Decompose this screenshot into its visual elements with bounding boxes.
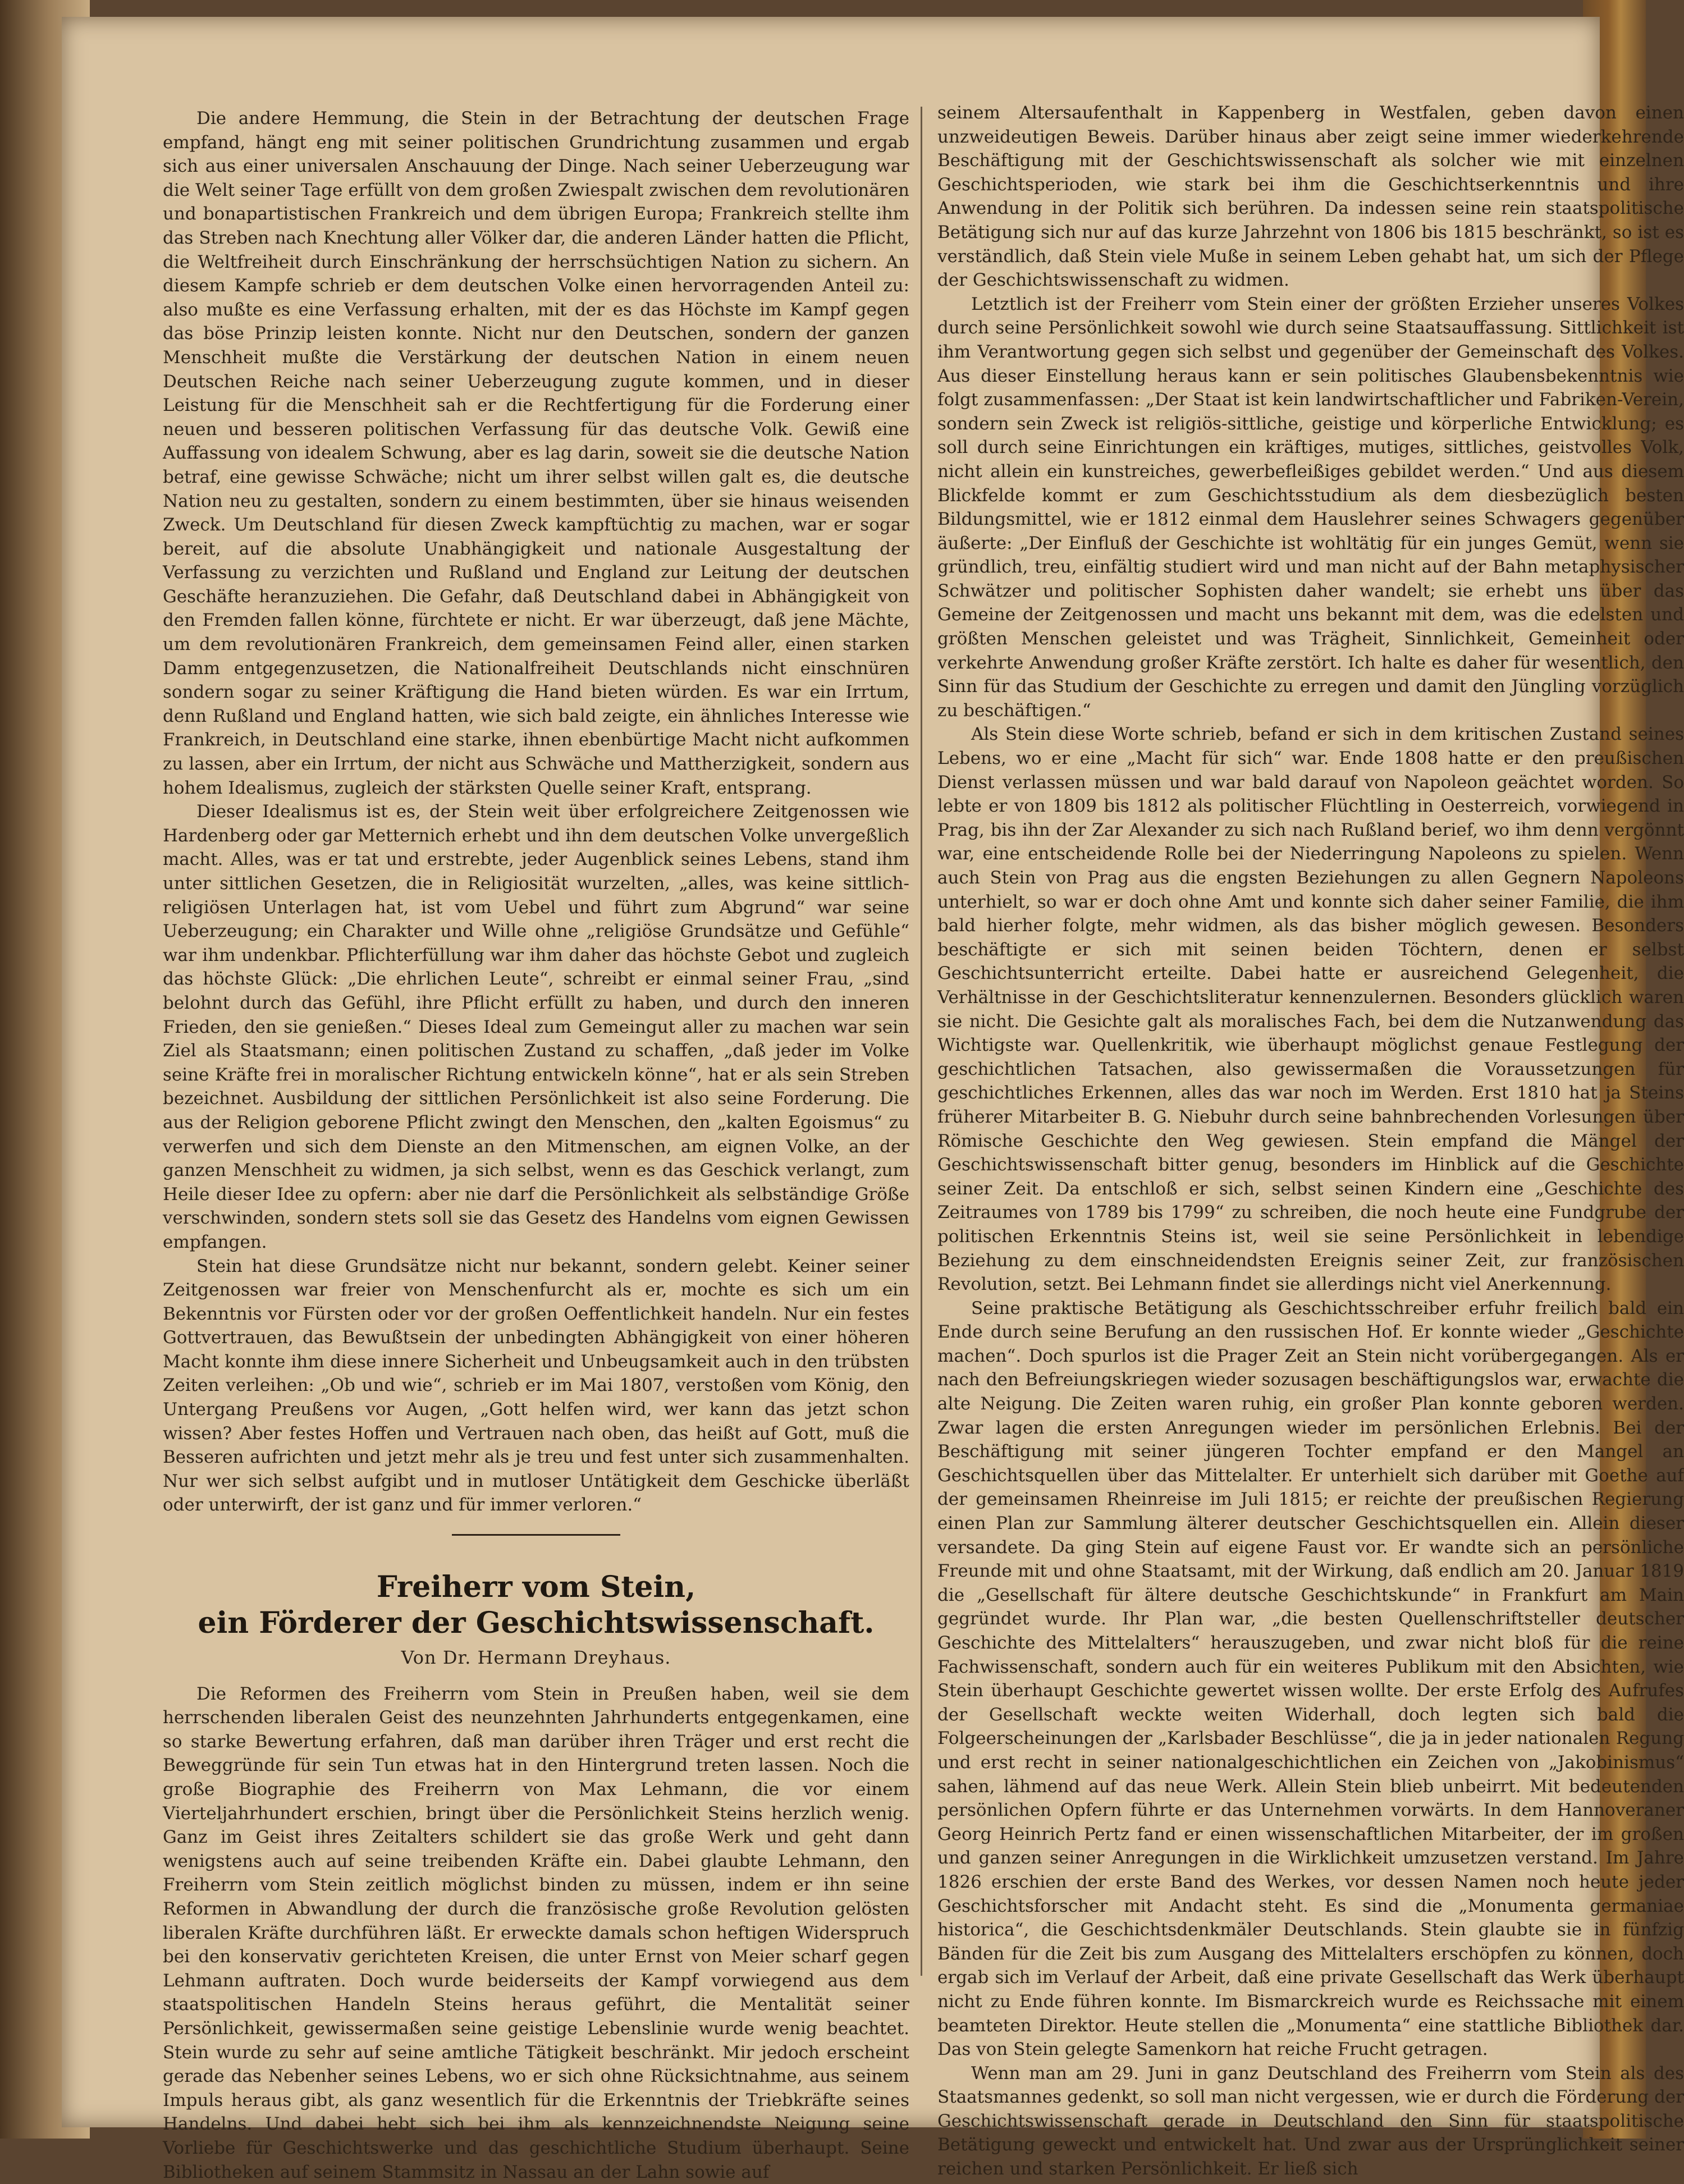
- paragraph: seinem Altersaufenthalt in Kappenberg in Westfalen, geben davon einen unzweideutigen Beweis. Darüber hinaus aber zeigt seine immer wiederkehrende Beschäftigung mit der Geschichtswissenschaft als solcher wie mit einzelnen Geschichtsperioden, wie stark bei ihm die Geschichtserkenntnis und ihre Anwendung in der Politik sich berühren. Da indessen seine rein staatspolitische Betätigung sich nur auf das kurze Jahrzehnt von 1806 bis 1815 beschränkt, so ist es verständlich, daß Stein viele Muße in seinem Leben gehabt hat, um sich der Pflege der Geschichtswissenschaft zu widmen.: [937, 103, 1684, 291]
- paragraph: Wenn man am 29. Juni in ganz Deutschland des Freiherrn vom Stein als des Staatsmannes gedenkt, so soll man nicht vergessen, wie er durch die Förderung der Geschichtswissenschaft gerade in Deutschland den Sinn für staatspolitische Betätigung geweckt und entwickelt hat. Und zwar aus der Ursprünglichkeit seiner reichen und starken Persönlichkeit. Er ließ sich: [937, 2063, 1684, 2180]
- article-title-line-1: Freiherr vom Stein,: [376, 1570, 696, 1605]
- paragraph: Die Reformen des Freiherrn vom Stein in Preußen haben, weil sie dem herrschenden liberalen Geist des neunzehnten Jahrhunderts entgegenkamen, eine so starke Bewertung erfahren, daß man darüber ihren Träger und erst recht die Beweggründe für sein Tun etwas hat in den Hintergrund treten lassen. Noch die große Biographie des Freiherrn von Max Lehmann, die vor einem Vierteljahrhundert erschien, bringt über die Persönlichkeit Steins herzlich wenig. Ganz im Geist ihres Zeitalters schildert sie das große Werk und geht dann wenigstens auch auf seine treibenden Kräfte ein. Dabei glaubte Lehmann, den Freiherrn vom Stein zeitlich möglichst binden zu müssen, indem er ihn seine Reformen in Abwandlung der durch die französische große Revolution gelösten liberalen Kräfte durchführen läßt. Er erweckte damals schon heftigen Widerspruch bei den konservativ gerichteten Kreisen, die unter Ernst von Meier scharf gegen Lehmann auftraten. Doch wurde beiderseits der Kampf vorwiegend aus dem staatspolitischen Handeln Steins heraus geführt, die Mentalität seiner Persönlichkeit, gewissermaßen seine geistige Lebenslinie wurde wenig beachtet. Stein wurde zu sehr auf seine amtliche Tätigkeit beschränkt. Mir jedoch erscheint gerade das Nebenher seines Lebens, wo er sich ohne Rücksichtnahme, aus seinem Impuls heraus gibt, als ganz wesentlich für die Erkenntnis der Triebkräfte seines Handelns. Und dabei hebt sich bei ihm als kennzeichnendste Neigung seine Vorliebe für Geschichtswerke und das geschichtliche Studium überhaupt. Seine Bibliotheken auf seinem Stammsitz in Nassau an der Lahn sowie auf: [163, 1683, 909, 2182]
- column-rule: [921, 107, 922, 1976]
- paragraph: Die andere Hemmung, die Stein in der Betrachtung der deutschen Frage empfand, hängt eng mit seiner politischen Grundrichtung zusammen und ergab sich aus einer universalen Anschauung der Dinge. Nach seiner Ueberzeugung war die Welt seiner Tage erfüllt von dem großen Zwiespalt zwischen dem revolutionären und bonapartistischen Frankreich und dem übrigen Europa; Frankreich stellte ihm das Streben nach Knechtung aller Völker dar, die anderen Länder hatten die Pflicht, die Weltfreiheit durch Einschränkung der herrschsüchtigen Nation zu sichern. An diesem Kampfe schrieb er dem deutschen Volke einen hervorragenden Anteil zu: also mußte es eine Verfassung erhalten, mit der es das Höchste im Kampf gegen das böse Prinzip leisten konnte. Nicht nur den Deutschen, sondern der ganzen Menschheit mußte die Verstärkung der deutschen Nation in einem neuen Deutschen Reiche nach seiner Ueberzeugung zugute kommen, und in dieser Leistung für die Menschheit sah er die Rechtfertigung für die Forderung einer neuen und besseren politischen Verfassung für das deutsche Volk. Gewiß eine Auffassung von idealem Schwung, aber es lag darin, soweit sie die deutsche Nation betraf, eine gewisse Schwäche; nicht um ihrer selbst willen galt es, die deutsche Nation neu zu gestalten, sondern zu einem bestimmten, über sie hinaus weisenden Zweck. Um Deutschland für diesen Zweck kampftüchtig zu machen, war er sogar bereit, auf die absolute Unabhängigkeit und nationale Ausgestaltung der Verfassung zu verzichten und Rußland und England zur Leitung der deutschen Geschäfte heranzuziehen. Die Gefahr, daß Deutschland dabei in Abhängigkeit von den Fremden fallen könne, fürchtete er nicht. Er war überzeugt, daß jene Mächte, um dem revolutionären Frankreich, dem gemeinsamen Feind aller, einen starken Damm entgegenzusetzen, die Nationalfreiheit Deutschlands nicht einschnüren sondern sogar zu seiner Kräftigung die Hand bieten würden. Es war ein Irrtum, denn Rußland und England hatten, wie sich bald zeigte, ein ähnliches Interesse wie Frankreich, in Deutschland eine starke, ihnen ebenbürtige Macht nicht aufkommen zu lassen, aber ein Irrtum, der nicht aus Schwäche und Mattherzigkeit, sondern aus hohem Idealismus, zugleich der stärksten Quelle seiner Kraft, entsprang.: [163, 108, 909, 798]
- paragraph: Dieser Idealismus ist es, der Stein weit über erfolgreichere Zeitgenossen wie Hardenberg oder gar Metternich erhebt und ihn dem deutschen Volke unvergeßlich macht. Alles, was er tat und erstrebte, jeder Augenblick seines Lebens, stand ihm unter sittlichen Gesetzen, die in Religiosität wurzelten, „alles, was keine sittlich-religiösen Unterlagen hat, ist vom Uebel und führt zum Abgrund“ war seine Ueberzeugung; ein Charakter und Wille ohne „religiöse Grundsätze und Gefühle“ war ihm undenkbar. Pflichterfüllung war ihm daher das höchste Gebot und zugleich das höchste Glück: „Die ehrlichen Leute“, schreibt er einmal seiner Frau, „sind belohnt durch das Gefühl, ihre Pflicht erfüllt zu haben, und durch den inneren Frieden, den sie genießen.“ Dieses Ideal zum Gemeingut aller zu machen war sein Ziel als Staatsmann; einen politischen Zustand zu schaffen, „daß jeder im Volke seine Kräfte frei in moralischer Richtung entwickeln könne“, hat er als sein Streben bezeichnet. Ausbildung der sittlichen Persönlichkeit ist also seine Forderung. Die aus der Religion geborene Pflicht zwingt den Menschen, den „kalten Egoismus“ zu verwerfen und sich dem Dienste an den Mitmenschen, am eignen Volke, an der ganzen Menschheit zu widmen, ja sich selbst, wenn es das Geschick verlangt, zum Heile dieser Idee zu opfern: aber nie darf die Persönlichkeit als selbständige Größe verschwinden, sondern stets soll sie das Gesetz des Handelns vom eignen Gewissen empfangen.: [163, 802, 909, 1252]
- paragraph: Stein hat diese Grundsätze nicht nur bekannt, sondern gelebt. Keiner seiner Zeitgenossen war freier von Menschenfurcht als er, mochte es sich um ein Bekenntnis vor Fürsten oder vor der großen Oeffentlichkeit handeln. Nur ein festes Gottvertrauen, das Bewußtsein der unbedingten Abhängigkeit von einer höheren Macht konnte ihm diese innere Sicherheit und Unbeugsamkeit auch in den trübsten Zeiten verleihen: „Ob und wie“, schrieb er im Mai 1807, verstoßen vom König, den Untergang Preußens vor Augen, „Gott helfen wird, wer kann das jetzt schon wissen? Aber festes Hoffen und Vertrauen nach oben, das heißt auf Gott, muß die Besseren aufrichten und jetzt mehr als je treu und fest unter sich zusammenhalten. Nur wer sich selbst aufgibt und in mutloser Untätigkeit dem Geschicke überläßt oder unterwirft, der ist ganz und für immer verloren.“: [163, 1256, 909, 1515]
- paragraph: Seine praktische Betätigung als Geschichtsschreiber erfuhr freilich bald ein Ende durch seine Berufung an den russischen Hof. Er konnte wieder „Geschichte machen“. Doch spurlos ist die Prager Zeit an Stein nicht vorübergegangen. Als er nach den Befreiungskriegen wieder sozusagen beschäftigungslos war, erwachte die alte Neigung. Die Zeiten waren ruhig, ein großer Plan konnte geboren werden. Zwar lagen die ersten Anregungen wieder im persönlichen Erlebnis. Bei der Beschäftigung mit seiner jüngeren Tochter empfand er den Mangel an Geschichtsquellen über das Mittelalter. Er unterhielt sich darüber mit Goethe auf der gemeinsamen Rheinreise im Juli 1815; er reichte der preußischen Regierung einen Plan zur Sammlung älterer deutscher Geschichtsquellen ein. Allein dieser versandete. Da ging Stein auf eigene Faust vor. Er wandte sich an persönliche Freunde mit und ohne Staatsamt, mit der Wirkung, daß endlich am 20. Januar 1819 die „Gesellschaft für ältere deutsche Geschichtskunde“ in Frankfurt am Main gegründet wurde. Ihr Plan war, „die besten Quellenschriftsteller deutscher Geschichte des Mittelalters“ herauszugeben, und zwar nicht bloß für die reine Fachwissenschaft, sondern auch für ein weiteres Publikum mit den Absichten, wie Stein überhaupt Geschichte gewertet wissen wollte. Der erste Erfolg des Aufrufes der Gesellschaft weckte weiten Widerhall, doch legten sich bald die Folgeerscheinungen der „Karlsbader Beschlüsse“, die ja in jeder nationalen Regung und erst recht in seiner nationalgeschichtlichen ein Zeichen von „Jakobinismus“ sahen, lähmend auf das neue Werk. Allein Stein blieb unbeirrt. Mit bedeutenden persönlichen Opfern führte er das Unternehmen vorwärts. In dem Hannoveraner Georg Heinrich Pertz fand er einen wissenschaftlichen Mitarbeiter, der im großen und ganzen seiner Anregungen in die Wirklichkeit umzusetzen verstand. Im Jahre 1826 erschien der erste Band des Werkes, vor dessen Namen noch heute jeder Geschichtsforscher mit Andacht steht. Es sind die „Monumenta germaniae historica“, die Geschichtsdenkmäler Deutschlands. Stein glaubte sie in fünfzig Bänden für die Zeit bis zum Ausgang des Mittelalters erschöpfen zu können, doch ergab sich im Verlauf der Arbeit, daß eine private Gesellschaft das Werk überhaupt nicht zu Ende führen konnte. Im Bismarckreich wurde es Reichssache mit einem beamteten Direktor. Heute stellen die „Monumenta“ eine stattliche Bibliothek dar. Das von Stein gelegte Samenkorn hat reiche Frucht getragen.: [937, 1298, 1684, 2060]
- byline: Von Dr. Hermann Dreyhaus.: [401, 1647, 671, 1669]
- paragraph: Als Stein diese Worte schrieb, befand er sich in dem kritischen Zustand seines Lebens, wo er eine „Macht für sich“ war. Ende 1808 hatte er den preußischen Dienst verlassen müssen und war bald darauf von Napoleon geächtet worden. So lebte er von 1809 bis 1812 als politischer Flüchtling in Oesterreich, vorwiegend in Prag, bis ihn der Zar Alexander zu sich nach Rußland berief, wo ihm denn vergönnt war, eine entscheidende Rolle bei der Niederringung Napoleons zu spielen. Wenn auch Stein von Prag aus die engsten Beziehungen zu allen Gegnern Napoleons unterhielt, so war er doch ohne Amt und konnte sich daher seiner Familie, die ihm bald hierher folgte, mehr widmen, als das bisher möglich gewesen. Besonders beschäftigte er sich mit seinen beiden Töchtern, denen er selbst Geschichtsunterricht erteilte. Dabei hatte er ausreichend Gelegenheit, die Verhältnisse in der Geschichtsliteratur kennenzulernen. Besonders glücklich waren sie nicht. Die Gesichte galt als moralisches Fach, bei dem die Nutzanwendung das Wichtigste war. Quellenkritik, wie überhaupt möglichst genaue Festlegung der geschichtlichen Tatsachen, also gewissermaßen die Voraussetzungen für geschichtliches Erkennen, alles das war noch im Werden. Erst 1810 hat ja Steins früherer Mitarbeiter B. G. Niebuhr durch seine bahnbrechenden Vorlesungen über Römische Geschichte den Weg gewiesen. Stein empfand die Mängel der Geschichtswissenschaft bitter genug, besonders im Hinblick auf die Geschichte seiner Zeit. Da entschloß er sich, selbst seinen Kindern eine „Geschichte des Zeitraumes von 1789 bis 1799“ zu schreiben, die noch heute eine Fundgrube der politischen Erkenntnis Steins ist, weil sie seine Persönlichkeit in lebendige Beziehung zu dem einschneidendsten Ereignis seiner Zeit, zur französischen Revolution, setzt. Bei Lehmann findet sie allerdings nicht viel Anerkennung.: [937, 724, 1684, 1295]
- right-column: [937, 101, 1684, 2180]
- separator-rule: [452, 1534, 620, 1536]
- paragraph: Letztlich ist der Freiherr vom Stein einer der größten Erzieher unseres Volkes durch seine Persönlichkeit sowohl wie durch seine Staatsauffassung. Sittlichkeit ist ihm Verantwortung gegen sich selbst und gegenüber der Gemeinschaft des Volkes. Aus dieser Einstellung heraus kann er sein politisches Glaubensbekenntnis wie folgt zusammenfassen: „Der Staat ist kein landwirtschaftlicher und Fabriken-Verein, sondern sein Zweck ist religiös-sittliche, geistige und körperliche Entwicklung; es soll durch seine Einrichtungen ein kräftiges, mutiges, sittliches, geistvolles Volk, nicht allein ein kunstreiches, gewerbefleißiges gebildet werden.“ Und aus diesem Blickfelde kommt er zum Geschichtsstudium als dem diesbezüglich besten Bildungsmittel, wie er 1812 einmal dem Hauslehrer seines Schwagers gegenüber äußerte: „Der Einfluß der Geschichte ist wohltätig für ein junges Gemüt, wenn sie gründlich, treu, einfältig studiert wird und man nicht auf der Bahn metaphysischer Schwätzer und politischer Sophisten daher wandelt; sie erhebt uns über das Gemeine der Zeitgenossen und macht uns bekannt mit dem, was die edelsten und größten Menschen geleistet und was Trägheit, Sinnlichkeit, Gemeinheit oder verkehrte Anwendung großer Kräfte zerstört. Ich halte es daher für wesentlich, den Sinn für das Studium der Geschichte zu erregen und damit den Jüngling vorzüglich zu beschäftigen.“: [937, 294, 1684, 721]
- left-column: [163, 107, 909, 2182]
- article-title: [163, 1569, 909, 1641]
- article-title-line-2: ein Förderer der Geschichtswissenschaft.: [198, 1606, 875, 1641]
